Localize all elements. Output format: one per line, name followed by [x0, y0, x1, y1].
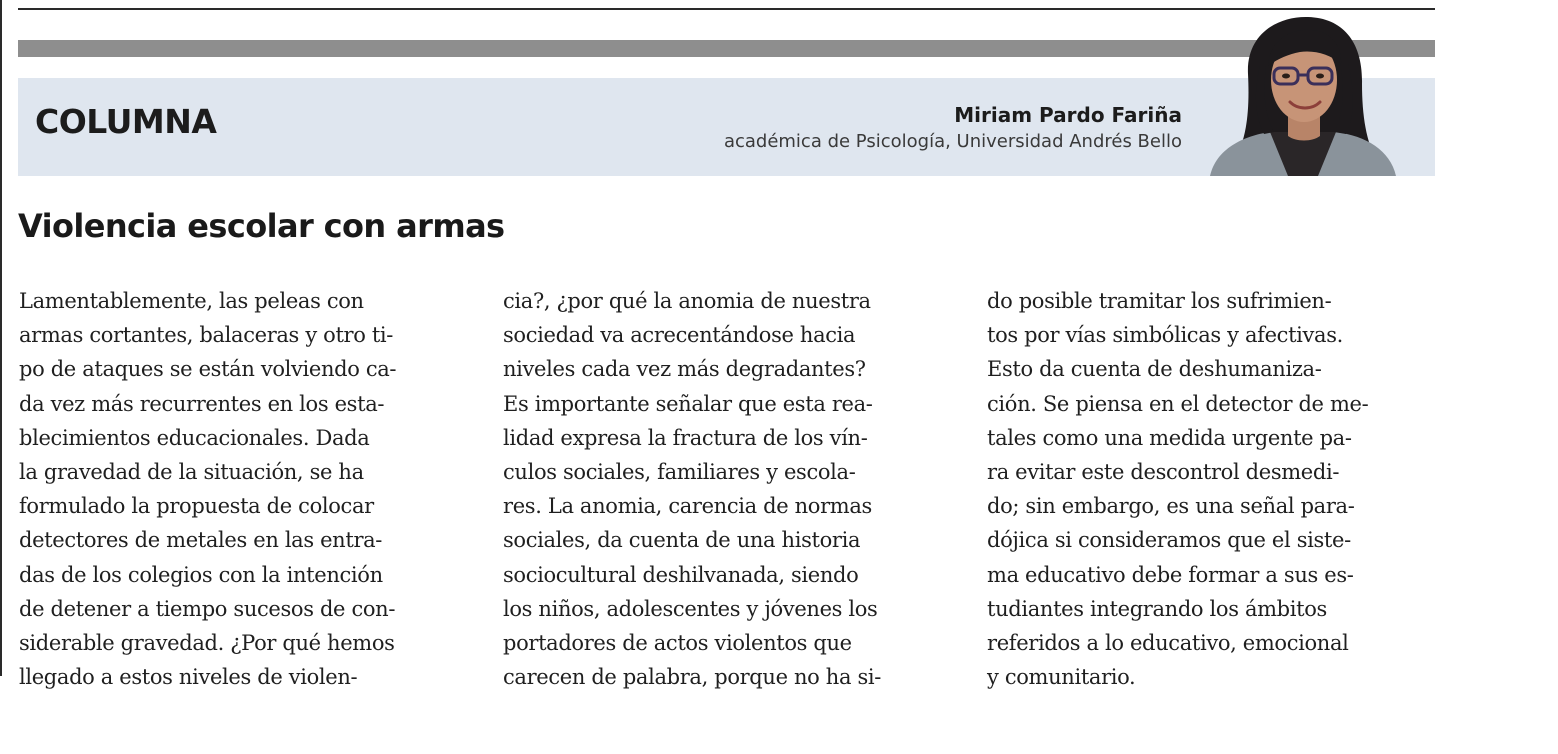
author-title: académica de Psicología, Universidad Andrés Bello: [723, 131, 1182, 152]
article-column-3: [987, 284, 1368, 694]
text-line: cia?, ¿por qué la anomia de nuestra: [503, 289, 871, 313]
text-line: da vez más recurrentes en los esta-: [19, 391, 385, 416]
text-line: sociocultural deshilvanada, siendo: [503, 562, 859, 587]
text-line: das de los colegios con la intención: [19, 562, 383, 587]
text-line: Esto da cuenta de deshumaniza-: [987, 357, 1322, 382]
text-line: llegado a estos niveles de violen-: [19, 665, 358, 690]
left-border-rule: [0, 0, 2, 676]
article-column-1: [19, 284, 396, 694]
text-line: lidad expresa la fractura de los vín-: [503, 425, 868, 450]
article-headline: Violencia escolar con armas: [18, 207, 505, 245]
text-line: siderable gravedad. ¿Por qué hemos: [19, 631, 395, 656]
author-portrait: [1208, 14, 1398, 176]
text-line: Lamentablemente, las peleas con: [19, 289, 364, 313]
text-line: sociales, da cuenta de una historia: [503, 528, 861, 553]
text-line: los niños, adolescentes y jóvenes los: [503, 596, 878, 621]
text-line: ra evitar este descontrol desmedi-: [987, 460, 1340, 485]
text-line: sociedad va acrecentándose hacia: [503, 323, 856, 348]
text-line: y comunitario.: [987, 665, 1136, 690]
text-line: tudiantes integrando los ámbitos: [987, 596, 1327, 621]
text-line: niveles cada vez más degradantes?: [503, 357, 866, 382]
author-name: Miriam Pardo Fariña: [954, 103, 1182, 127]
text-line: armas cortantes, balaceras y otro ti-: [19, 323, 394, 348]
text-line: referidos a lo educativo, emocional: [987, 631, 1349, 656]
text-line: ma educativo debe formar a sus es-: [987, 562, 1354, 587]
text-line: ción. Se piensa en el detector de me-: [987, 391, 1369, 416]
text-line: carecen de palabra, porque no ha si-: [503, 665, 881, 690]
text-line: dójica si consideramos que el siste-: [987, 528, 1351, 553]
text-line: Es importante señalar que esta rea-: [503, 391, 873, 416]
text-line: de detener a tiempo sucesos de con-: [19, 596, 396, 621]
text-line: detectores de metales en las entra-: [19, 528, 383, 553]
text-line: do; sin embargo, es una señal para-: [987, 494, 1355, 519]
text-line: res. La anomia, carencia de normas: [503, 494, 872, 519]
text-line: blecimientos educacionales. Dada: [19, 425, 370, 450]
text-line: formulado la propuesta de colocar: [19, 494, 374, 519]
text-line: tales como una medida urgente pa-: [987, 425, 1352, 450]
text-line: culos sociales, familiares y escola-: [503, 460, 856, 485]
section-label: COLUMNA: [35, 102, 217, 141]
article-column-2: [503, 284, 881, 694]
text-line: po de ataques se están volviendo ca-: [19, 357, 397, 382]
text-line: portadores de actos violentos que: [503, 631, 852, 656]
text-line: la gravedad de la situación, se ha: [19, 460, 364, 485]
text-line: tos por vías simbólicas y afectivas.: [987, 323, 1343, 348]
text-line: do posible tramitar los sufrimien-: [987, 289, 1332, 313]
top-rule: [18, 8, 1435, 10]
